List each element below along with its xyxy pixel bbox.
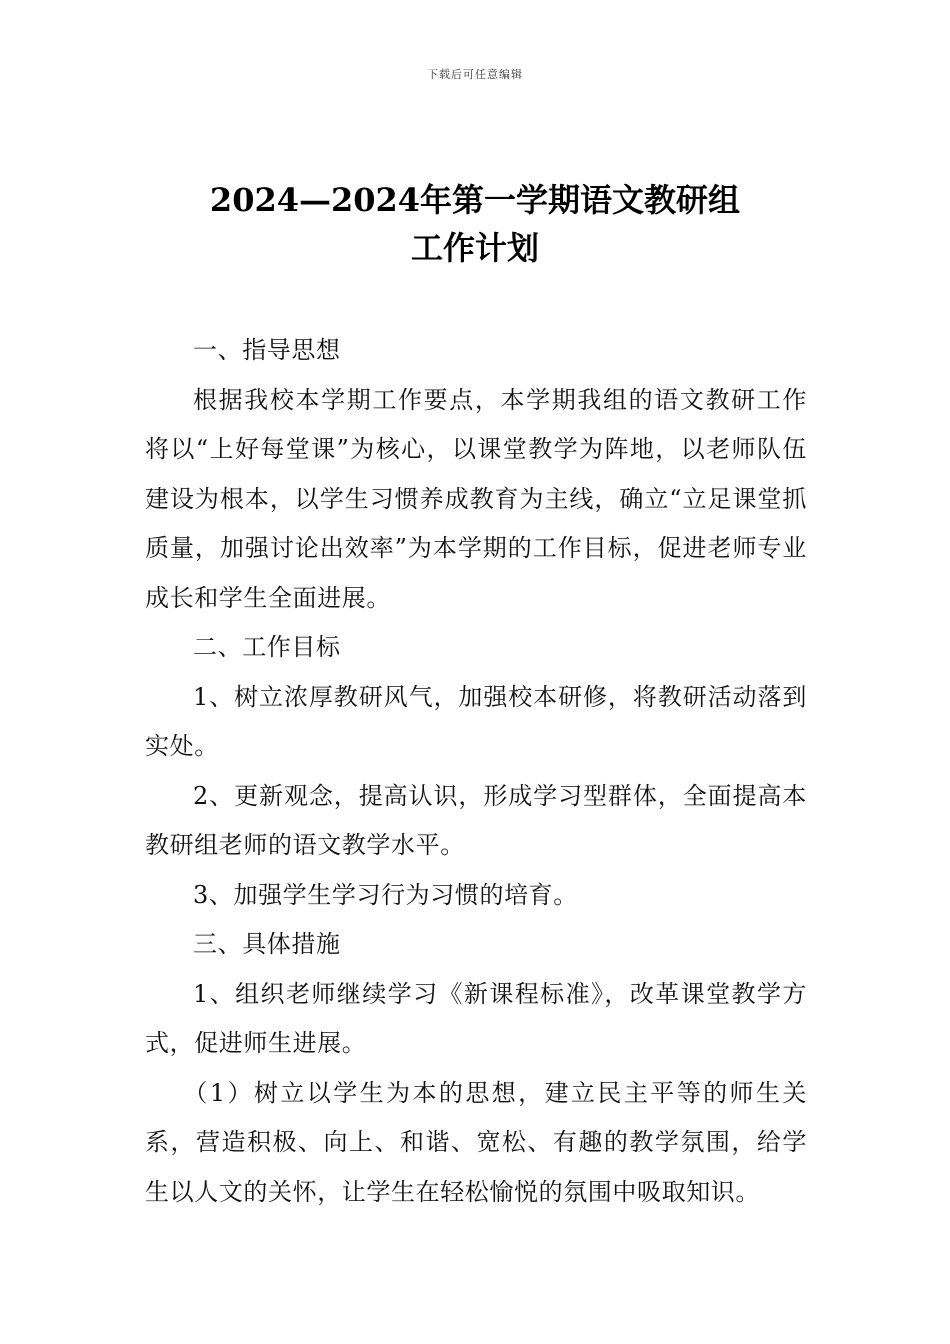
paragraph-guiding-ideology: 根据我校本学期工作要点，本学期我组的语文教研工作将以“上好每堂课”为核心，以课堂教学为阵地，以老师队伍建设为根本，以学生习惯养成教育为主线，确立“立足课堂抓质量，加强讨论出效率”为本学期的工作目标，促进老师专业成长和学生全面进展。: [145, 385, 807, 612]
section-heading-guiding-ideology: 一、指导思想: [193, 336, 341, 364]
section-heading-work-goals: 二、工作目标: [193, 633, 341, 661]
document-body: [145, 326, 807, 1217]
document-title: [0, 176, 950, 272]
title-line-1: 2024—2024年第一学期语文教研组: [209, 181, 741, 219]
header-note: 下载后可任意编辑: [427, 68, 523, 81]
paragraph-goal-2: 2、更新观念，提高认识，形成学习型群体，全面提高本教研组老师的语文教学水平。: [145, 781, 807, 859]
paragraph-goal-1: 1、树立浓厚教研风气，加强校本研修，将教研活动落到实处。: [145, 682, 807, 760]
paragraph-measure-1-sub-1: （1）树立以学生为本的思想，建立民主平等的师生关系，营造积极、向上、和谐、宽松、有趣的教学氛围，给学生以人文的关怀，让学生在轻松愉悦的氛围中吸取知识。: [145, 1078, 807, 1206]
title-line-2: 工作计划: [410, 229, 539, 267]
paragraph-goal-3: 3、加强学生学习行为习惯的培育。: [193, 880, 578, 909]
paragraph-measure-1: 1、组织老师继续学习《新课程标准》，改革课堂教学方式，促进师生进展。: [145, 979, 807, 1057]
section-heading-measures: 三、具体措施: [193, 930, 341, 958]
